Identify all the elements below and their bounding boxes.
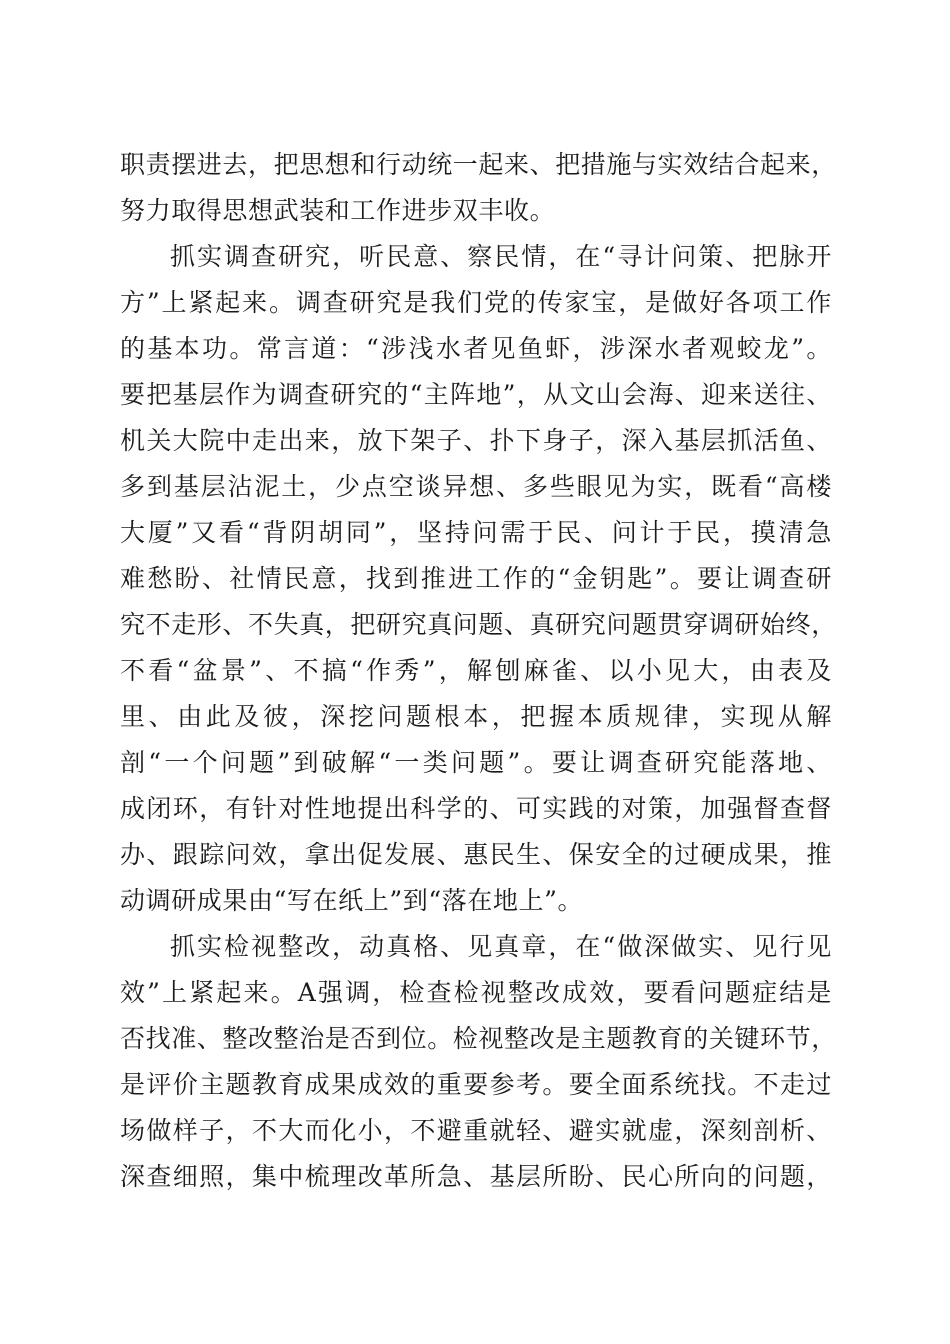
text-line-17: 动调研成果由“写在纸上”到“落在地上”。 xyxy=(120,886,584,915)
text-line-14: 剖“一个问题”到破解“一类问题”。要让调查研究能落地、 xyxy=(120,748,832,777)
text-line-4: 方”上紧起来。调查研究是我们党的传家宝，是做好各项工作 xyxy=(120,288,832,317)
text-line-12: 不看“盆景”、不搞“作秀”，解刨麻雀、以小见大，由表及 xyxy=(120,656,832,685)
text-line-3: 抓实调查研究，听民意、察民情，在“寻计问策、把脉开 xyxy=(170,242,832,271)
text-line-19: 效”上紧起来。A强调，检查检视整改成效，要看问题症结是 xyxy=(120,978,832,1007)
text-line-8: 多到基层沾泥土，少点空谈异想、多些眼见为实，既看“高楼 xyxy=(120,472,832,501)
text-line-2: 努力取得思想武装和工作进步双丰收。 xyxy=(120,196,556,225)
text-line-16: 办、跟踪问效，拿出促发展、惠民生、保安全的过硬成果，推 xyxy=(120,840,832,869)
text-line-10: 难愁盼、社情民意，找到推进工作的“金钥匙”。要让调查研 xyxy=(120,564,832,593)
text-line-20: 否找准、整改整治是否到位。检视整改是主题教育的关键环节， xyxy=(120,1024,837,1053)
text-line-21: 是评价主题教育成果成效的重要参考。要全面系统找。不走过 xyxy=(120,1070,832,1099)
text-line-18: 抓实检视整改，动真格、见真章，在“做深做实、见行见 xyxy=(170,932,832,961)
text-line-7: 机关大院中走出来，放下架子、扑下身子，深入基层抓活鱼、 xyxy=(120,426,832,455)
text-line-5: 的基本功。常言道：“涉浅水者见鱼虾，涉深水者观蛟龙”。 xyxy=(120,334,832,363)
text-line-1: 职责摆进去，把思想和行动统一起来、把措施与实效结合起来， xyxy=(120,150,837,179)
text-line-23: 深查细照，集中梳理改革所急、基层所盼、民心所向的问题， xyxy=(120,1162,832,1191)
text-line-15: 成闭环，有针对性地提出科学的、可实践的对策，加强督查督 xyxy=(120,794,832,823)
text-line-22: 场做样子，不大而化小，不避重就轻、避实就虚，深刻剖析、 xyxy=(120,1116,832,1145)
text-line-9: 大厦”又看“背阴胡同”，坚持问需于民、问计于民，摸清急 xyxy=(120,518,832,547)
text-line-13: 里、由此及彼，深挖问题根本，把握本质规律，实现从解 xyxy=(120,702,832,731)
text-line-11: 究不走形、不失真，把研究真问题、真研究问题贯穿调研始终， xyxy=(120,610,837,639)
text-line-6: 要把基层作为调查研究的“主阵地”，从文山会海、迎来送往、 xyxy=(120,380,832,409)
